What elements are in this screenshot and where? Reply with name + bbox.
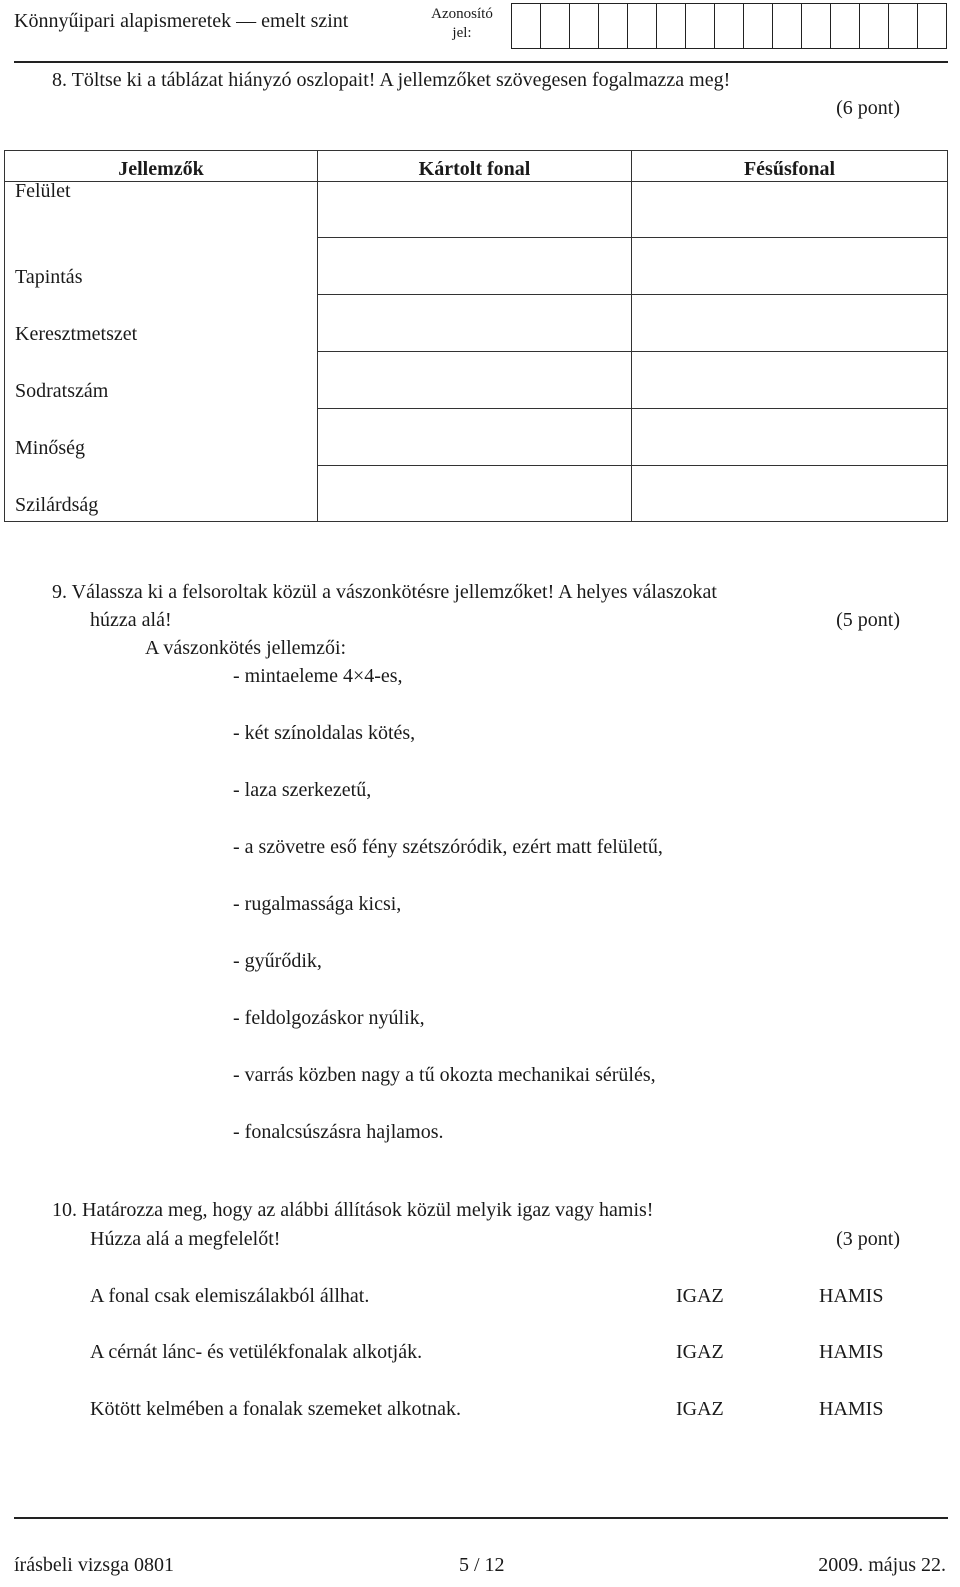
- id-box[interactable]: [773, 3, 802, 49]
- answer-cell[interactable]: [318, 409, 632, 466]
- q9-prompt-continued: húzza alá!: [90, 609, 172, 631]
- q9-prompt: 9. Válassza ki a felsoroltak közül a vászonkötésre jellemzőket! A helyes válaszokat: [52, 581, 717, 603]
- row-label: Minőség: [15, 436, 85, 459]
- false-option[interactable]: HAMIS: [819, 1341, 884, 1363]
- false-option[interactable]: HAMIS: [819, 1285, 884, 1307]
- row-label-cell: [5, 466, 318, 522]
- footer-exam-code: írásbeli vizsga 0801: [14, 1554, 174, 1576]
- table-row: [5, 238, 948, 295]
- answer-cell[interactable]: [318, 466, 632, 522]
- footer-date: 2009. május 22.: [818, 1554, 946, 1576]
- true-option[interactable]: IGAZ: [676, 1285, 724, 1307]
- row-label-cell: [5, 409, 318, 466]
- id-box[interactable]: [889, 3, 918, 49]
- column-header: Fésűsfonal: [632, 151, 948, 182]
- id-box[interactable]: [715, 3, 744, 49]
- table-row: [5, 466, 948, 522]
- q9-option[interactable]: - varrás közben nagy a tű okozta mechanikai sérülés,: [233, 1064, 656, 1086]
- q8-points: (6 pont): [836, 97, 900, 119]
- page-header-title: Könnyűipari alapismeretek — emelt szint: [14, 10, 349, 32]
- table-row: [5, 409, 948, 466]
- q9-option[interactable]: - gyűrődik,: [233, 950, 322, 972]
- id-box[interactable]: [511, 3, 541, 49]
- answer-cell[interactable]: [318, 352, 632, 409]
- row-label-cell: [5, 295, 318, 352]
- id-box[interactable]: [860, 3, 889, 49]
- q9-option[interactable]: - két színoldalas kötés,: [233, 722, 416, 744]
- answer-cell[interactable]: [632, 409, 948, 466]
- q9-option[interactable]: - mintaeleme 4×4-es,: [233, 665, 403, 687]
- q9-option[interactable]: - rugalmassága kicsi,: [233, 893, 402, 915]
- table-row: [5, 182, 948, 238]
- id-box[interactable]: [599, 3, 628, 49]
- row-label-cell: [5, 238, 318, 295]
- id-boxes: [511, 3, 947, 49]
- id-box[interactable]: [657, 3, 686, 49]
- q9-option[interactable]: - fonalcsúszásra hajlamos.: [233, 1121, 444, 1143]
- row-label: Keresztmetszet: [15, 322, 138, 345]
- answer-cell[interactable]: [318, 182, 632, 238]
- id-box[interactable]: [802, 3, 831, 49]
- id-box[interactable]: [744, 3, 773, 49]
- q9-option[interactable]: - a szövetre eső fény szétszóródik, ezért matt felületű,: [233, 836, 663, 858]
- id-box[interactable]: [570, 3, 599, 49]
- q9-points: (5 pont): [836, 609, 900, 631]
- q9-subtitle: A vászonkötés jellemzői:: [145, 637, 347, 659]
- footer-page-number: 5 / 12: [459, 1554, 505, 1576]
- answer-cell[interactable]: [632, 466, 948, 522]
- id-label: Azonosító jel:: [431, 6, 493, 41]
- q10-statement: A fonal csak elemiszálakból állhat.: [90, 1285, 370, 1307]
- row-label: Sodratszám: [15, 379, 109, 402]
- answer-cell[interactable]: [632, 238, 948, 295]
- row-label: Felület: [15, 180, 71, 202]
- row-label-cell: [5, 182, 318, 238]
- id-box[interactable]: [831, 3, 860, 49]
- q10-statement: A cérnát lánc- és vetülékfonalak alkotják.: [90, 1341, 423, 1363]
- q9-option[interactable]: - feldolgozáskor nyúlik,: [233, 1007, 425, 1029]
- answer-cell[interactable]: [632, 295, 948, 352]
- column-header: Jellemzők: [5, 151, 318, 182]
- id-box[interactable]: [918, 3, 947, 49]
- id-box[interactable]: [686, 3, 715, 49]
- q8-prompt: 8. Töltse ki a táblázat hiányzó oszlopait! A jellemzőket szövegesen fogalmazza meg!: [52, 69, 731, 91]
- table-header-row: [5, 151, 948, 182]
- answer-cell[interactable]: [318, 295, 632, 352]
- answer-cell[interactable]: [632, 182, 948, 238]
- answer-cell[interactable]: [632, 352, 948, 409]
- q10-statement: Kötött kelmében a fonalak szemeket alkotnak.: [90, 1398, 461, 1420]
- row-label: Tapintás: [15, 265, 83, 288]
- q9-option[interactable]: - laza szerkezetű,: [233, 779, 372, 801]
- id-box[interactable]: [541, 3, 570, 49]
- row-label-cell: [5, 352, 318, 409]
- q10-prompt: 10. Határozza meg, hogy az alábbi állítások közül melyik igaz vagy hamis!: [52, 1199, 654, 1221]
- false-option[interactable]: HAMIS: [819, 1398, 884, 1420]
- id-box[interactable]: [628, 3, 657, 49]
- column-header: Kártolt fonal: [318, 151, 632, 182]
- row-label: Szilárdság: [15, 493, 99, 516]
- q10-points: (3 pont): [836, 1228, 900, 1250]
- table-row: [5, 295, 948, 352]
- true-option[interactable]: IGAZ: [676, 1341, 724, 1363]
- true-option[interactable]: IGAZ: [676, 1398, 724, 1420]
- footer-divider: [14, 1517, 948, 1519]
- table-row: [5, 352, 948, 409]
- header-divider: [14, 61, 948, 63]
- answer-cell[interactable]: [318, 238, 632, 295]
- q8-table: [4, 150, 948, 522]
- q10-prompt-continued: Húzza alá a megfelelőt!: [90, 1228, 281, 1250]
